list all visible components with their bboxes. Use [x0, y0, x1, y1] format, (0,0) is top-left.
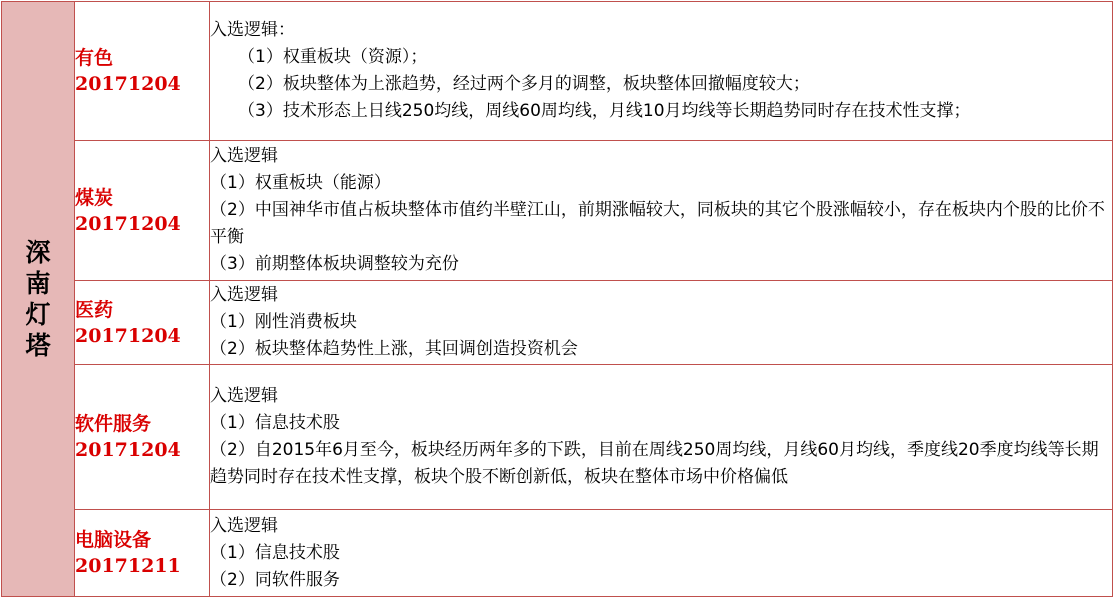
sector-cell	[75, 281, 210, 365]
side-title-char: 灯	[25, 300, 51, 329]
logic-cell	[210, 510, 1113, 597]
sector-selection-table	[1, 1, 1113, 597]
logic-point: （2）中国神华市值占板块整体市值约半壁江山，前期涨幅较大，同板块的其它个股涨幅较小，存在板块内个股的比价不平衡	[210, 200, 1105, 247]
logic-cell	[210, 365, 1113, 510]
sector-cell	[75, 141, 210, 281]
logic-heading: 入选逻辑：	[210, 20, 295, 40]
sector-date: 20171211	[75, 555, 181, 577]
sector-cell	[75, 510, 210, 597]
logic-point: （1）权重板块（能源）	[210, 173, 391, 193]
logic-heading: 入选逻辑	[210, 285, 278, 305]
sector-name: 有色	[75, 47, 114, 69]
side-title-char: 深	[25, 238, 51, 267]
sector-date: 20171204	[75, 212, 181, 235]
logic-heading: 入选逻辑	[210, 146, 278, 166]
logic-heading: 入选逻辑	[210, 515, 278, 536]
side-title-char: 塔	[25, 331, 51, 360]
side-title	[2, 2, 75, 597]
sector-date: 20171204	[75, 439, 181, 461]
logic-point: （3）前期整体板块调整较为充份	[210, 254, 459, 274]
table-row	[2, 141, 1113, 281]
logic-point: （1）刚性消费板块	[210, 312, 357, 332]
table-row	[2, 281, 1113, 365]
side-title-char: 南	[25, 269, 51, 298]
logic-point: （2）板块整体为上涨趋势，经过两个多月的调整，板块整体回撤幅度较大；	[238, 74, 810, 94]
sector-cell	[75, 365, 210, 510]
sector-name: 电脑设备	[75, 529, 152, 551]
sector-name: 软件服务	[75, 413, 152, 435]
logic-cell	[210, 2, 1113, 141]
sector-date: 20171204	[75, 73, 181, 95]
sector-date: 20171204	[75, 324, 181, 347]
logic-point: （2）同软件服务	[210, 569, 340, 590]
table-row	[2, 365, 1113, 510]
table-row	[2, 2, 1113, 141]
logic-heading: 入选逻辑	[210, 386, 278, 406]
logic-point: （2）自2015年6月至今，板块经历两年多的下跌，目前在周线250周均线，月线60月均线，季度线20季度均线等长期趋势同时存在技术性支撑，板块个股不断创新低，板块在整体市场中价格偏低	[210, 440, 1099, 487]
sector-cell	[75, 2, 210, 141]
sector-name: 医药	[75, 298, 114, 321]
logic-point: （2）板块整体趋势性上涨，其回调创造投资机会	[210, 339, 578, 359]
logic-point: （1）信息技术股	[210, 542, 340, 563]
logic-point: （1）权重板块（资源）；	[238, 47, 428, 67]
sector-name: 煤炭	[75, 186, 114, 209]
logic-cell	[210, 141, 1113, 281]
table-row	[2, 510, 1113, 597]
logic-cell	[210, 281, 1113, 365]
logic-point: （3）技术形态上日线250均线，周线60周均线，月线10月均线等长期趋势同时存在技术性支撑；	[238, 101, 971, 121]
logic-point: （1）信息技术股	[210, 413, 340, 433]
